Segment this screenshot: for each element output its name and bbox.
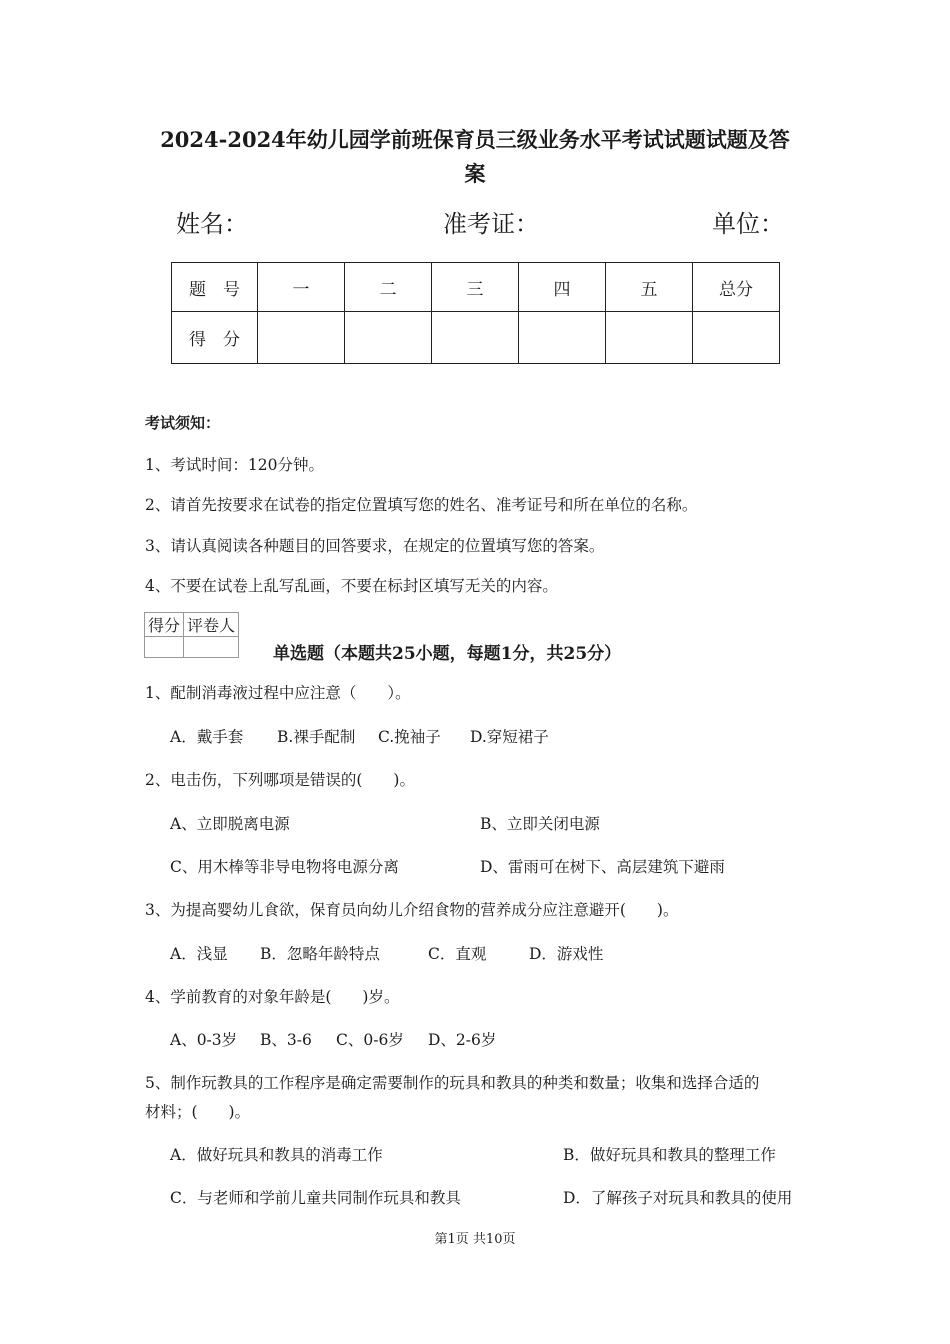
grader-table	[144, 612, 239, 658]
question-option: A．戴手套	[170, 728, 244, 746]
question-option: B.裸手配制	[277, 728, 356, 746]
question-stem: 4、学前教育的对象年龄是( )岁。	[145, 988, 400, 1006]
notice-item: 1、考试时间：120分钟。	[145, 456, 324, 474]
exam-number-label: 准考证：	[443, 210, 539, 238]
score-table-cell: 二	[345, 263, 432, 312]
question-option: B、立即关闭电源	[480, 815, 600, 833]
question-stem-continued: 材料；( )。	[145, 1103, 251, 1121]
score-table-header-row	[172, 263, 780, 312]
question-stem: 1、配制消毒液过程中应注意（ ）。	[145, 684, 411, 702]
question-stem: 2、电击伤，下列哪项是错误的( )。	[145, 771, 415, 789]
question-option: D、雷雨可在树下、高层建筑下避雨	[480, 858, 725, 876]
document-title-line2: 案	[464, 161, 486, 186]
grader-table-grader-label: 评卷人	[184, 613, 239, 637]
question-stem: 5、制作玩教具的工作程序是确定需要制作的玩具和教具的种类和数量；收集和选择合适的	[145, 1074, 760, 1092]
notice-title: 考试须知：	[145, 414, 221, 432]
grader-score-cell[interactable]	[145, 637, 184, 658]
question-option: B、3-6	[260, 1031, 312, 1049]
score-input-cell[interactable]	[345, 312, 432, 364]
grader-table-score-label: 得分	[145, 613, 184, 637]
question-option: C．与老师和学前儿童共同制作玩具和教具	[170, 1189, 461, 1207]
score-table	[171, 262, 780, 364]
score-table-score-row	[172, 312, 780, 364]
section-title: 单选题（本题共25小题，每题1分，共25分）	[273, 644, 622, 664]
question-option: D.穿短裙子	[470, 728, 549, 746]
name-label: 姓名：	[176, 210, 248, 238]
notice-item: 3、请认真阅读各种题目的回答要求，在规定的位置填写您的答案。	[145, 537, 605, 555]
notice-item: 2、请首先按要求在试卷的指定位置填写您的姓名、准考证号和所在单位的名称。	[145, 496, 698, 514]
score-table-cell: 得 分	[172, 312, 258, 364]
score-input-cell[interactable]	[606, 312, 693, 364]
question-option: A．浅显	[170, 945, 228, 963]
question-option: D、2-6岁	[428, 1031, 497, 1049]
score-table-cell: 总分	[693, 263, 780, 312]
question-option: A、立即脱离电源	[170, 815, 290, 833]
question-option: C．直观	[428, 945, 487, 963]
grader-name-cell[interactable]	[184, 637, 239, 658]
unit-label: 单位：	[712, 210, 784, 238]
question-option: C、用木棒等非导电物将电源分离	[170, 858, 399, 876]
page-footer: 第1页 共10页	[434, 1232, 516, 1247]
question-option: B．忽略年龄特点	[260, 945, 380, 963]
question-option: B．做好玩具和教具的整理工作	[563, 1146, 776, 1164]
score-input-cell[interactable]	[693, 312, 780, 364]
score-table-cell: 题 号	[172, 263, 258, 312]
question-option: D．游戏性	[529, 945, 604, 963]
score-table-cell: 一	[258, 263, 345, 312]
question-option: A、0-3岁	[170, 1031, 238, 1049]
score-input-cell[interactable]	[519, 312, 606, 364]
question-stem: 3、为提高婴幼儿食欲，保育员向幼儿介绍食物的营养成分应注意避开( )。	[145, 901, 679, 919]
score-input-cell[interactable]	[258, 312, 345, 364]
question-option: A．做好玩具和教具的消毒工作	[170, 1146, 383, 1164]
question-option: D．了解孩子对玩具和教具的使用	[563, 1189, 793, 1207]
question-option: C.挽袖子	[378, 728, 441, 746]
score-table-cell: 三	[432, 263, 519, 312]
score-input-cell[interactable]	[432, 312, 519, 364]
document-title-line1: 2024-2024年幼儿园学前班保育员三级业务水平考试试题试题及答	[160, 127, 790, 152]
question-option: C、0-6岁	[336, 1031, 404, 1049]
score-table-cell: 四	[519, 263, 606, 312]
score-table-cell: 五	[606, 263, 693, 312]
notice-item: 4、不要在试卷上乱写乱画，不要在标封区填写无关的内容。	[145, 577, 558, 595]
